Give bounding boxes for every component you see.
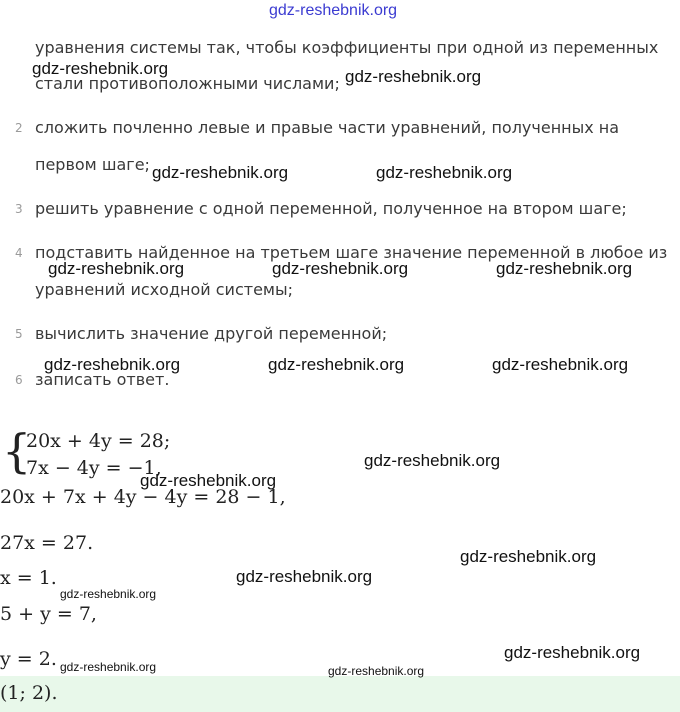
step-2-line-2: первом шаге; <box>35 155 150 174</box>
solution-line-5: y = 2. <box>0 648 57 670</box>
watermark: gdz-reshebnik.org <box>32 59 169 78</box>
step-4-number: 4 <box>15 246 23 260</box>
watermark: gdz-reshebnik.org <box>492 355 629 374</box>
solution-line-1: 20x + 7x + 4y − 4y = 28 − 1, <box>0 486 286 508</box>
solution-line-3: x = 1. <box>0 567 57 589</box>
system-equation-2: 7x − 4y = −1, <box>26 457 162 479</box>
watermark: gdz-reshebnik.org <box>460 547 597 566</box>
watermark: gdz-reshebnik.org <box>376 163 513 182</box>
watermark: gdz-reshebnik.org <box>268 355 405 374</box>
watermark: gdz-reshebnik.org <box>236 567 373 586</box>
step-6-line-1: записать ответ. <box>35 370 170 389</box>
watermark: gdz-reshebnik.org <box>364 451 501 470</box>
step-4-line-1: подставить найденное на третьем шаге значение переменной в любое из <box>35 243 668 262</box>
step-1-line-2: стали противоположными числами; <box>35 74 340 93</box>
step-3-line-1: решить уравнение с одной переменной, полученное на втором шаге; <box>35 199 627 218</box>
step-2-number: 2 <box>15 121 23 135</box>
step-5-number: 5 <box>15 327 23 341</box>
step-1-line-1: уравнения системы так, чтобы коэффициенты при одной из переменных <box>35 38 659 57</box>
watermark: gdz-reshebnik.org <box>496 259 633 278</box>
step-2-line-1: сложить почленно левые и правые части уравнений, полученных на <box>35 118 620 137</box>
answer: (1; 2). <box>0 682 58 704</box>
watermark: gdz-reshebnik.org <box>345 67 482 86</box>
step-3-number: 3 <box>15 202 23 216</box>
watermark: gdz-reshebnik.org <box>140 471 277 490</box>
watermark: gdz-reshebnik.org <box>152 163 289 182</box>
step-4-line-2: уравнений исходной системы; <box>35 280 294 299</box>
step-6-number: 6 <box>15 373 23 387</box>
solution-line-4: 5 + y = 7, <box>0 603 97 625</box>
watermark: gdz-reshebnik.org <box>44 355 181 374</box>
system-equation-1: 20x + 4y = 28; <box>26 430 171 452</box>
watermark: gdz-reshebnik.org <box>60 660 157 674</box>
watermark: gdz-reshebnik.org <box>328 664 425 678</box>
watermark: gdz-reshebnik.org <box>48 259 185 278</box>
answer-highlight <box>0 676 680 712</box>
watermark: gdz-reshebnik.org <box>272 259 409 278</box>
step-5-line-1: вычислить значение другой переменной; <box>35 324 388 343</box>
watermark: gdz-reshebnik.org <box>504 643 641 662</box>
watermark-top: gdz-reshebnik.org <box>269 2 398 19</box>
solution-line-2: 27x = 27. <box>0 532 94 554</box>
system-brace: { <box>2 424 32 478</box>
watermark: gdz-reshebnik.org <box>60 587 157 601</box>
